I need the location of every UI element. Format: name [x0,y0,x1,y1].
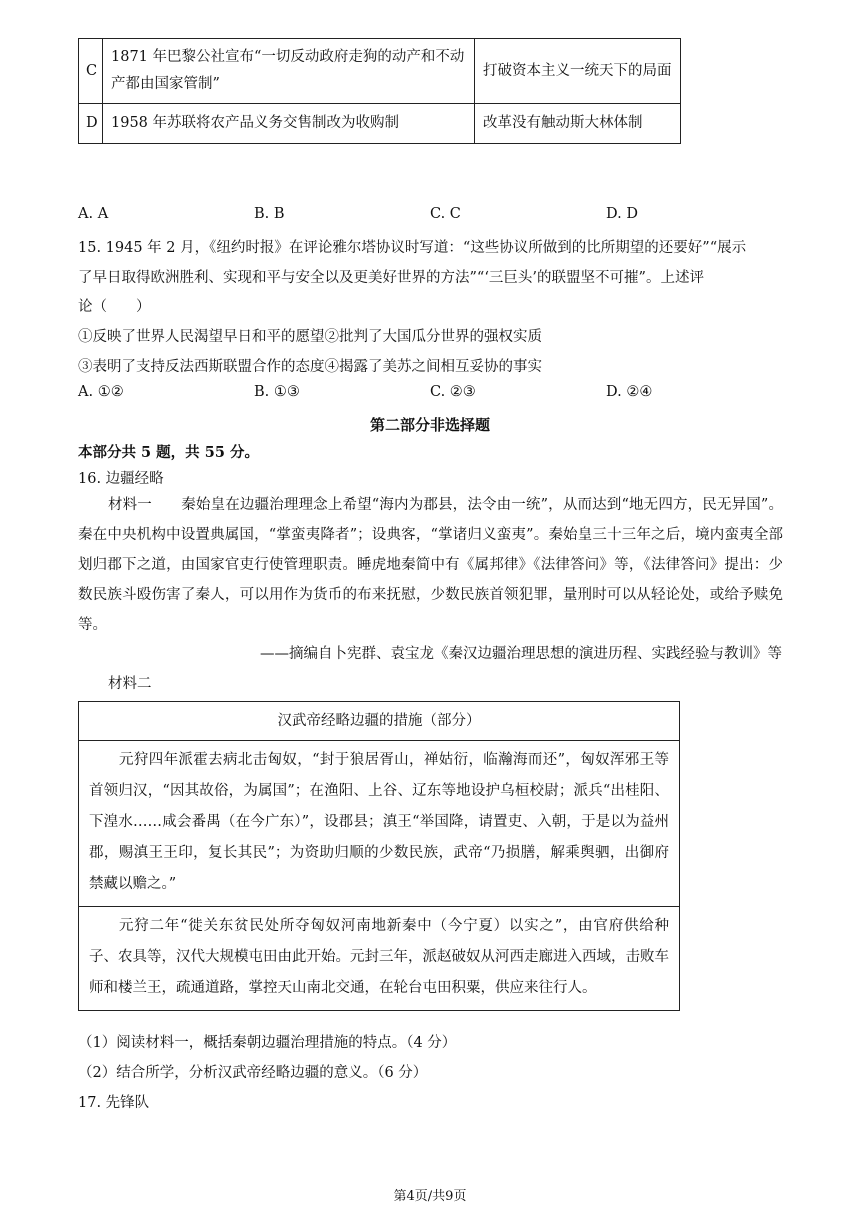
q15-option-d: D. ②④ [606,384,653,400]
q14-option-b: B. B [254,206,285,222]
q15-statements2: ③表明了支持反法西斯联盟合作的态度④揭露了美苏之间相互妥协的事实 [78,359,542,375]
q14-option-a: A. A [78,206,109,222]
table-row [79,39,681,104]
q15-statements1: ①反映了世界人民渴望早日和平的愿望②批判了大国瓜分世界的强权实质 [78,329,542,345]
row-key: D [79,104,103,144]
row-event: 1871 年巴黎公社宣布“一切反动政府走狗的动产和不动产都由国家管制” [103,39,475,104]
row-comment: 打破资本主义一统天下的局面 [475,39,681,104]
q16-title: 16. 边疆经略 [78,471,164,487]
q16-subquestion-2: （2）结合所学，分析汉武帝经略边疆的意义。（6 分） [78,1065,428,1081]
q15-stem-line2: 了早日取得欧洲胜利、实现和平与安全以及更美好世界的方法”“‘三巨头’的联盟坚不可摧”。上述评 [78,270,704,286]
part2-intro: 本部分共 5 题，共 55 分。 [78,444,259,461]
table-row [79,104,681,144]
box-paragraph-2: 元狩二年“徙关东贫民处所夺匈奴河南地新秦中（今宁夏）以实之”，由官府供给种子、农具等，汉代大规模屯田由此开始。元封三年，派赵破奴从河西走廊进入西域，击败车师和楼兰王，疏通道路，掌控天山南北交通，在轮台屯田积粟，供应来往行人。 [89,918,669,996]
q14-option-d: D. D [606,206,638,222]
q15-option-a: A. ①② [78,384,124,400]
page-number: 第4页/共9页 [393,1189,467,1204]
row-comment: 改革没有触动斯大林体制 [475,104,681,144]
q17-title: 17. 先锋队 [78,1095,150,1111]
q15-stem-line1: 15. 1945 年 2 月，《纽约时报》在评论雅尔塔协议时写道：“这些协议所做到的比所期望的还要好”“展示 [78,240,747,256]
row-key: C [79,39,103,104]
box-paragraph-1: 元狩四年派霍去病北击匈奴，“封于狼居胥山，禅姑衍，临瀚海而还”，匈奴浑邪王等首领归汉，“因其故俗，为属国”；在渔阳、上谷、辽东等地设护乌桓校尉；派兵“出桂阳、下湟水……咸会番禺（在今广东）”，设郡县；滇王“举国降，请置吏、入朝，于是以为益州郡，赐滇王王印，复长其民”；为资助归顺的少数民族，武帝“乃损膳，解乘舆驷，出御府禁藏以赡之。” [79,741,679,907]
box-caption: 汉武帝经略边疆的措施（部分） [79,702,679,741]
q15-stem-line3: 论（ ） [78,299,151,315]
q14-option-c: C. C [430,206,461,222]
q16-material1: 材料一 秦始皇在边疆治理理念上希望“海内为郡县，法令由一统”，从而达到“地无四方，民无异国”。秦在中央机构中设置典属国，“掌蛮夷降者”；设典客，“掌诸归义蛮夷”。秦始皇三十三年之后，境内蛮夷全部划归郡下之道，由国家官吏行使管理职责。睡虎地秦简中有《属邦律》《法律答问》等，《法律答问》提出：少数民族斗殴伤害了秦人，可以用作为货币的布来抚慰，少数民族首领犯罪，量刑时可以从轻论处，或给予赎免等。 [78,497,783,633]
part2-heading: 第二部分非选择题 [369,416,490,434]
comparison-table [78,38,681,144]
q16-subquestion-1: （1）阅读材料一，概括秦朝边疆治理措施的特点。（4 分） [78,1035,457,1051]
row-event: 1958 年苏联将农产品义务交售制改为收购制 [103,104,475,144]
q16-material2-label: 材料二 [108,676,152,692]
q16-source1: ——摘编自卜宪群、袁宝龙《秦汉边疆治理思想的演进历程、实践经验与教训》等 [260,646,782,662]
q15-option-b: B. ①③ [254,384,300,400]
material2-box [78,701,680,1011]
q15-option-c: C. ②③ [430,384,476,400]
